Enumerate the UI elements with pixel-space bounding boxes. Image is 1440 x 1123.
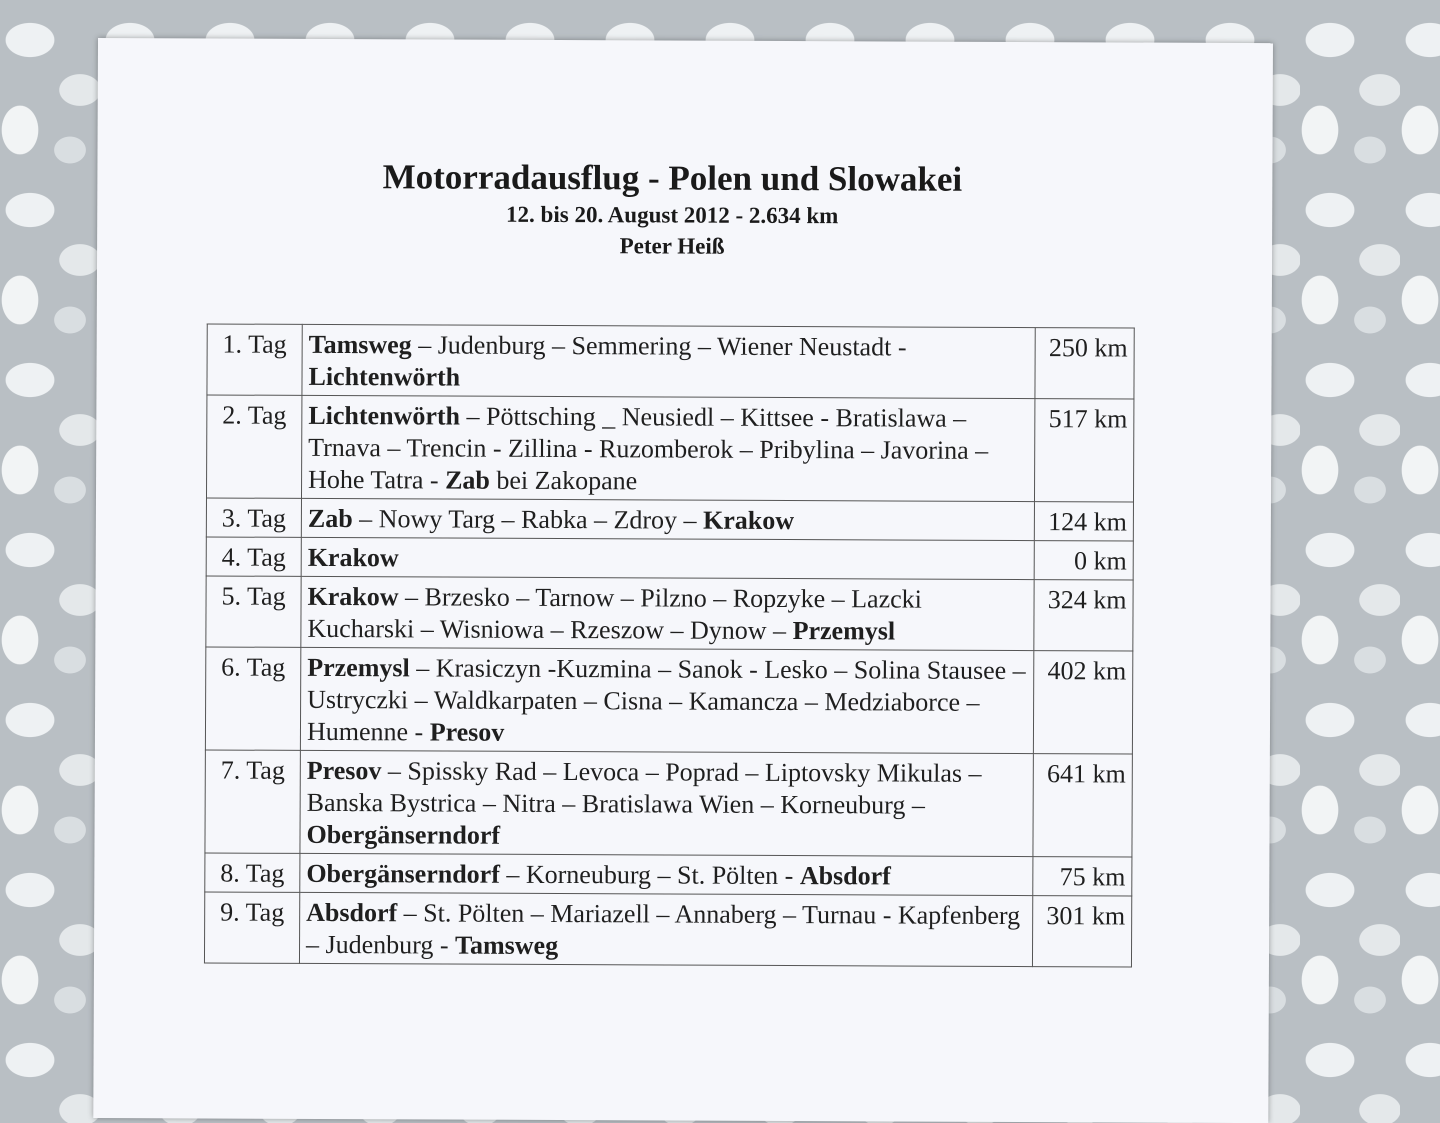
route-endpoint: Obergänserndorf [306, 858, 500, 889]
table-row [205, 647, 1132, 754]
distance-cell: 0 km [1034, 541, 1133, 580]
route-segment: – Spissky Rad – Levoca – Poprad – Liptovsky Mikulas – Banska Bystrica – Nitra – Bratislawa Wien – Korneuburg – [306, 756, 982, 820]
distance-cell: 402 km [1033, 651, 1132, 754]
day-cell: 4. Tag [206, 537, 301, 576]
route-endpoint: Absdorf [306, 897, 398, 928]
distance-cell: 75 km [1033, 857, 1132, 896]
table-row [205, 853, 1132, 896]
route-endpoint: Zab [445, 465, 490, 495]
route-cell [299, 892, 1032, 966]
route-endpoint: Presov [429, 717, 505, 747]
distance-cell: 301 km [1032, 896, 1131, 967]
distance-cell: 124 km [1034, 502, 1133, 541]
document-author: Peter Heiß [619, 233, 725, 259]
route-table [204, 323, 1135, 967]
table-row [206, 576, 1133, 651]
day-cell: 2. Tag [206, 395, 301, 498]
route-segment: bei Zakopane [489, 465, 638, 496]
route-segment: – Judenburg – Semmering – Wiener Neustadt - [411, 330, 907, 362]
route-endpoint: Absdorf [799, 861, 891, 891]
route-table-body [204, 324, 1134, 967]
day-cell: 3. Tag [206, 498, 301, 537]
route-segment: – Krasiczyn -Kuzmina – Sanok - Lesko – Solina Stausee – Ustryczki – Waldkarpaten – Cisna – Kamancza – Medziaborce – Humenne - [306, 653, 1026, 747]
route-endpoint: Przemysl [792, 616, 896, 646]
table-row [207, 324, 1134, 399]
route-endpoint: Przemysl [307, 652, 410, 683]
table-row [205, 750, 1132, 857]
table-row [206, 395, 1133, 502]
distance-cell: 641 km [1033, 754, 1132, 857]
distance-cell: 250 km [1035, 328, 1134, 399]
day-cell: 6. Tag [205, 647, 300, 750]
route-segment: – Brzesko – Tarnow – Pilzno – Ropzyke – Lazcki Kucharski – Wisniowa – Rzeszow – Dynow – [307, 582, 922, 646]
day-cell: 7. Tag [205, 750, 300, 853]
route-endpoint: Tamsweg [308, 329, 412, 360]
day-cell: 1. Tag [207, 324, 302, 395]
day-cell: 5. Tag [206, 576, 301, 647]
table-row [206, 498, 1133, 541]
route-cell [301, 576, 1034, 650]
table-row [204, 892, 1131, 967]
route-cell [300, 647, 1033, 753]
route-endpoint: Obergänserndorf [306, 819, 501, 850]
route-segment: – Korneuburg – St. Pölten - [499, 859, 800, 891]
route-cell [301, 498, 1034, 540]
route-endpoint: Zab [307, 503, 353, 534]
route-cell [302, 324, 1035, 398]
paper-sheet [93, 38, 1273, 1123]
day-cell: 8. Tag [205, 853, 300, 892]
route-endpoint: Krakow [702, 505, 795, 536]
table-row [206, 537, 1133, 580]
route-endpoint: Lichtenwörth [308, 361, 461, 392]
document-subtitle: 12. bis 20. August 2012 - 2.634 km [506, 201, 839, 229]
route-endpoint: Lichtenwörth [308, 400, 461, 431]
distance-cell: 324 km [1034, 580, 1133, 651]
route-endpoint: Presov [306, 755, 382, 786]
distance-cell: 517 km [1034, 399, 1133, 502]
route-endpoint: Krakow [307, 581, 399, 612]
route-segment: – St. Pölten – Mariazell – Annaberg – Turnau - Kapfenberg – Judenburg - [305, 898, 1021, 960]
route-cell [300, 750, 1033, 856]
document-title: Motorradausflug - Polen und Slowakei [382, 157, 963, 199]
route-segment: – Nowy Targ – Rabka – Zdroy – [352, 504, 704, 535]
route-endpoint: Tamsweg [454, 930, 559, 961]
day-cell: 9. Tag [204, 892, 299, 963]
route-cell [301, 395, 1034, 501]
route-cell [301, 537, 1034, 579]
route-endpoint: Krakow [307, 542, 399, 573]
route-cell [300, 853, 1033, 895]
route-segment: – Pöttsching _ Neusiedl – Kittsee - Bratislawa – Trnava – Trencin - Zillina - Ruzomberok – Pribylina – Javorina – Hohe Tatra - [308, 401, 989, 495]
